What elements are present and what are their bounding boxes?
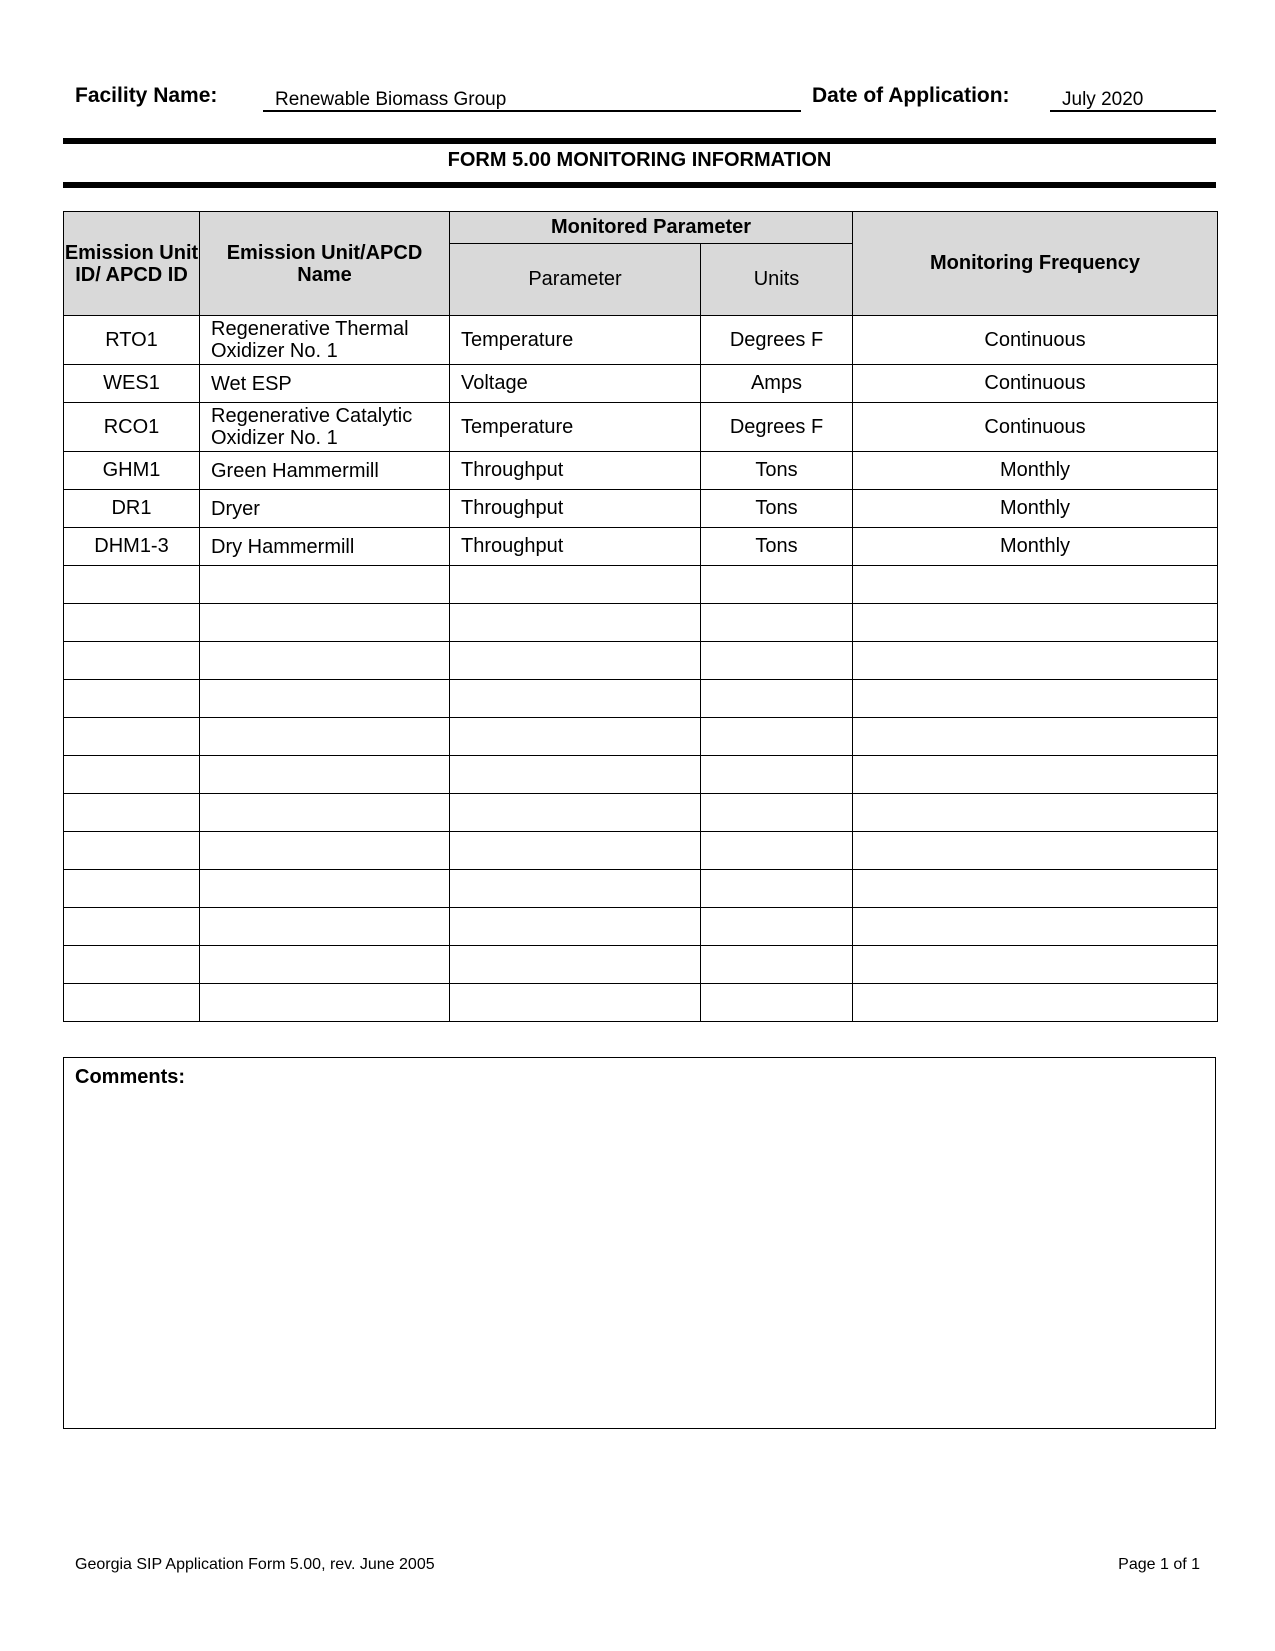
cell-unit-id[interactable] [64, 908, 200, 946]
cell-parameter[interactable] [450, 946, 701, 984]
cell-units[interactable]: Amps [701, 365, 853, 403]
cell-unit-id[interactable] [64, 870, 200, 908]
table-body [64, 316, 1218, 1022]
cell-units[interactable] [701, 794, 853, 832]
cell-frequency[interactable]: Continuous [853, 316, 1218, 365]
cell-parameter[interactable] [450, 832, 701, 870]
table-row [64, 490, 1218, 528]
cell-unit-id[interactable]: DHM1-3 [64, 528, 200, 566]
cell-frequency[interactable]: Monthly [853, 490, 1218, 528]
cell-frequency[interactable] [853, 908, 1218, 946]
cell-unit-name[interactable] [200, 984, 450, 1022]
cell-parameter[interactable] [450, 642, 701, 680]
cell-frequency[interactable] [853, 642, 1218, 680]
cell-unit-id[interactable] [64, 718, 200, 756]
table-row [64, 984, 1218, 1022]
table-row [64, 316, 1218, 365]
table-row [64, 566, 1218, 604]
form-title: FORM 5.00 MONITORING INFORMATION [447, 149, 832, 171]
cell-unit-id[interactable] [64, 604, 200, 642]
cell-unit-id[interactable] [64, 832, 200, 870]
cell-frequency[interactable]: Monthly [853, 528, 1218, 566]
cell-unit-name[interactable]: Green Hammermill [200, 452, 450, 490]
table-row [64, 642, 1218, 680]
cell-units[interactable] [701, 832, 853, 870]
cell-units[interactable] [701, 604, 853, 642]
facility-name-field[interactable]: Renewable Biomass Group [263, 88, 801, 112]
cell-unit-name[interactable] [200, 718, 450, 756]
header-monitoring-frequency: Monitoring Frequency [853, 212, 1218, 316]
date-of-application-label: Date of Application: [812, 84, 1010, 107]
cell-parameter[interactable] [450, 984, 701, 1022]
cell-frequency[interactable] [853, 794, 1218, 832]
cell-unit-id[interactable] [64, 984, 200, 1022]
cell-units[interactable] [701, 680, 853, 718]
cell-unit-id[interactable] [64, 794, 200, 832]
cell-unit-id[interactable]: DR1 [64, 490, 200, 528]
table-row [64, 365, 1218, 403]
cell-unit-id[interactable]: WES1 [64, 365, 200, 403]
cell-unit-name[interactable] [200, 908, 450, 946]
cell-frequency[interactable] [853, 984, 1218, 1022]
table-row [64, 452, 1218, 490]
cell-unit-id[interactable] [64, 642, 200, 680]
table-row [64, 832, 1218, 870]
cell-parameter[interactable]: Temperature [450, 403, 701, 452]
cell-parameter[interactable]: Throughput [450, 452, 701, 490]
cell-parameter[interactable] [450, 718, 701, 756]
cell-units[interactable]: Degrees F [701, 316, 853, 365]
cell-unit-name[interactable]: Regenerative Thermal Oxidizer No. 1 [200, 316, 450, 365]
cell-units[interactable]: Tons [701, 452, 853, 490]
cell-unit-name[interactable] [200, 794, 450, 832]
table-row [64, 403, 1218, 452]
cell-units[interactable] [701, 984, 853, 1022]
cell-parameter[interactable]: Throughput [450, 490, 701, 528]
cell-frequency[interactable] [853, 946, 1218, 984]
cell-unit-id[interactable] [64, 566, 200, 604]
cell-frequency[interactable] [853, 756, 1218, 794]
cell-units[interactable]: Tons [701, 528, 853, 566]
table-row [64, 756, 1218, 794]
comments-box[interactable] [63, 1057, 1216, 1429]
table-row [64, 718, 1218, 756]
table-row [64, 604, 1218, 642]
cell-parameter[interactable] [450, 870, 701, 908]
table-row [64, 794, 1218, 832]
cell-unit-name[interactable] [200, 946, 450, 984]
cell-units[interactable] [701, 566, 853, 604]
cell-frequency[interactable] [853, 718, 1218, 756]
cell-parameter[interactable] [450, 680, 701, 718]
cell-units[interactable]: Degrees F [701, 403, 853, 452]
cell-frequency[interactable]: Continuous [853, 403, 1218, 452]
table-row [64, 528, 1218, 566]
cell-parameter[interactable]: Voltage [450, 365, 701, 403]
footer-page-number: Page 1 of 1 [1118, 1556, 1200, 1573]
cell-unit-id[interactable] [64, 680, 200, 718]
cell-units[interactable] [701, 908, 853, 946]
cell-frequency[interactable] [853, 870, 1218, 908]
cell-units[interactable] [701, 756, 853, 794]
cell-unit-name[interactable]: Dryer [200, 490, 450, 528]
cell-parameter[interactable] [450, 908, 701, 946]
footer-form-reference: Georgia SIP Application Form 5.00, rev. June 2005 [75, 1556, 435, 1573]
cell-unit-name[interactable] [200, 870, 450, 908]
cell-unit-id[interactable]: RTO1 [64, 316, 200, 365]
cell-unit-name[interactable]: Wet ESP [200, 365, 450, 403]
cell-parameter[interactable]: Temperature [450, 316, 701, 365]
cell-unit-name[interactable]: Regenerative Catalytic Oxidizer No. 1 [200, 403, 450, 452]
table-row [64, 680, 1218, 718]
cell-unit-name[interactable] [200, 756, 450, 794]
cell-units[interactable] [701, 642, 853, 680]
date-of-application-field[interactable]: July 2020 [1050, 88, 1216, 112]
cell-unit-id[interactable] [64, 946, 200, 984]
cell-unit-name[interactable] [200, 680, 450, 718]
header-units: Units [701, 244, 853, 316]
cell-units[interactable] [701, 718, 853, 756]
header-unit-name: Emission Unit/APCD Name [200, 212, 450, 316]
facility-name-label: Facility Name: [75, 84, 218, 107]
cell-units[interactable]: Tons [701, 490, 853, 528]
cell-parameter[interactable] [450, 756, 701, 794]
header-monitored-parameter: Monitored Parameter [450, 212, 853, 244]
cell-unit-id[interactable]: RCO1 [64, 403, 200, 452]
cell-unit-name[interactable]: Dry Hammermill [200, 528, 450, 566]
title-bottom-rule [63, 182, 1216, 188]
cell-parameter[interactable] [450, 604, 701, 642]
cell-frequency[interactable] [853, 680, 1218, 718]
table-row [64, 946, 1218, 984]
table-row [64, 908, 1218, 946]
table-row [64, 870, 1218, 908]
cell-frequency[interactable]: Monthly [853, 452, 1218, 490]
header-parameter: Parameter [450, 244, 701, 316]
cell-unit-name[interactable] [200, 604, 450, 642]
cell-frequency[interactable]: Continuous [853, 365, 1218, 403]
cell-unit-name[interactable] [200, 566, 450, 604]
title-top-rule [63, 138, 1216, 144]
cell-unit-id[interactable]: GHM1 [64, 452, 200, 490]
monitoring-table [63, 211, 1218, 1022]
cell-parameter[interactable] [450, 566, 701, 604]
cell-units[interactable] [701, 870, 853, 908]
cell-unit-name[interactable] [200, 832, 450, 870]
comments-label: Comments: [75, 1066, 186, 1088]
cell-frequency[interactable] [853, 566, 1218, 604]
cell-unit-id[interactable] [64, 756, 200, 794]
cell-parameter[interactable]: Throughput [450, 528, 701, 566]
cell-unit-name[interactable] [200, 642, 450, 680]
cell-frequency[interactable] [853, 604, 1218, 642]
cell-parameter[interactable] [450, 794, 701, 832]
header-unit-id: Emission Unit ID/ APCD ID [64, 212, 200, 316]
cell-units[interactable] [701, 946, 853, 984]
cell-frequency[interactable] [853, 832, 1218, 870]
